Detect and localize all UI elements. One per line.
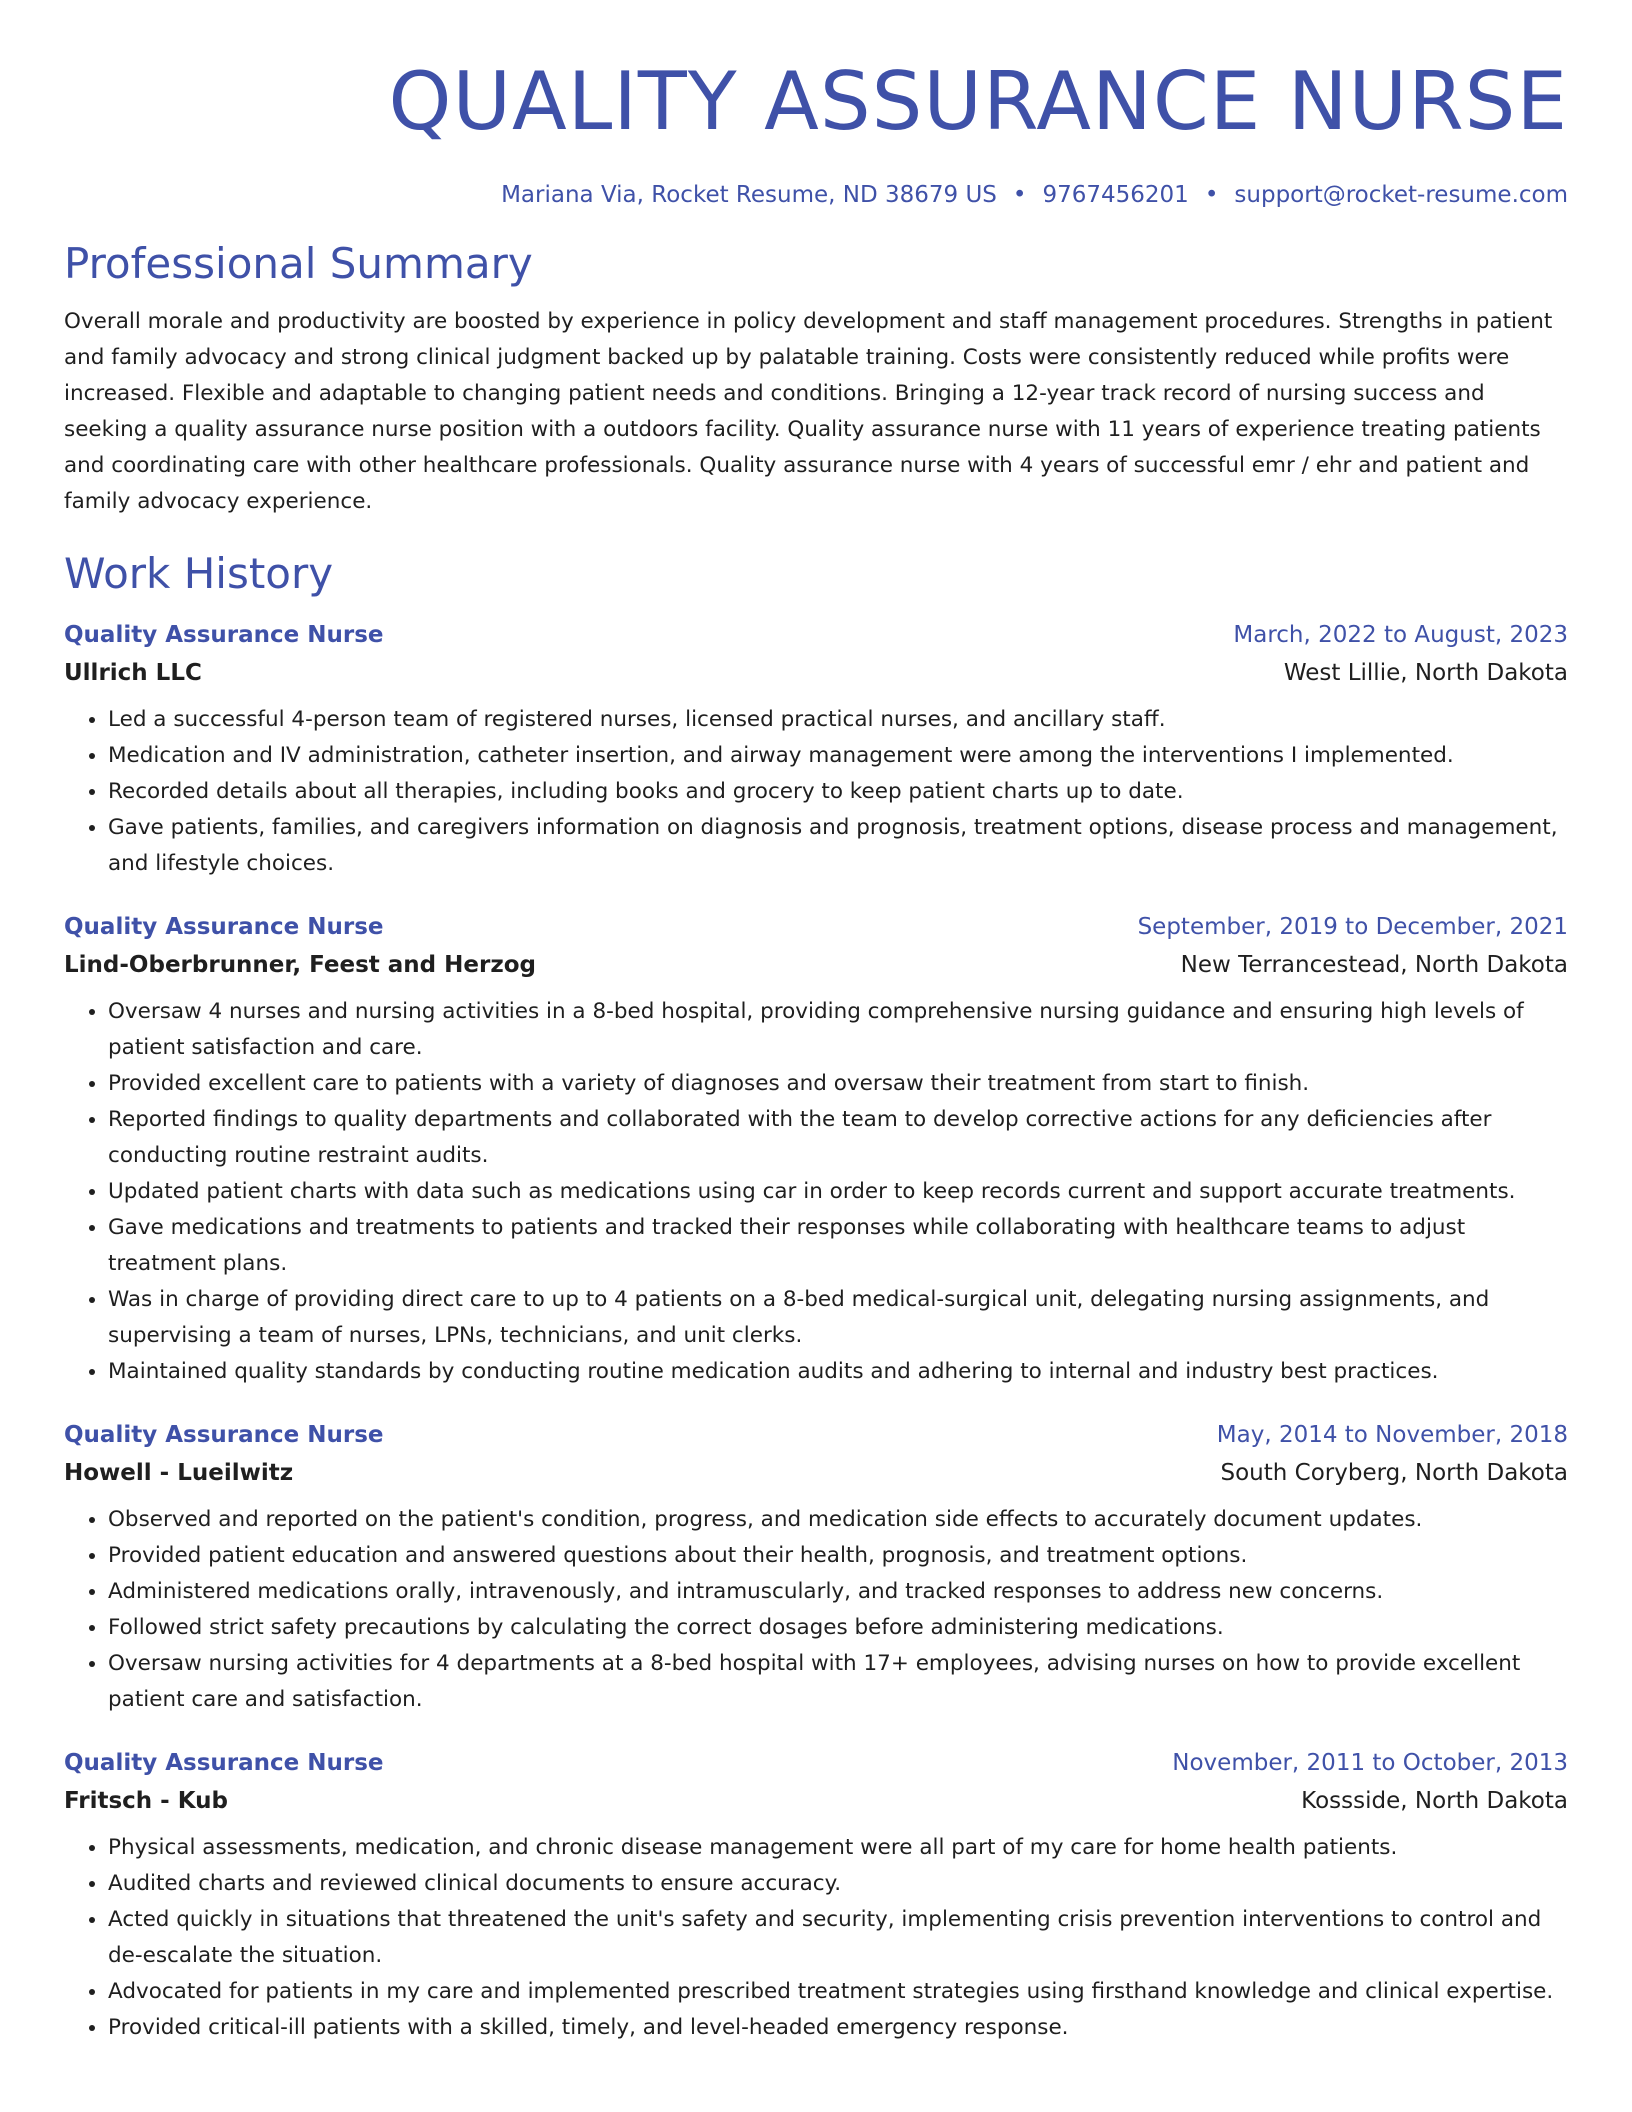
- company-name: Ullrich LLC: [64, 660, 202, 686]
- job-title: Quality Assurance Nurse: [64, 622, 384, 648]
- company-row: [64, 1458, 1568, 1488]
- job-location: New Terrancestead, North Dakota: [1180, 952, 1568, 978]
- job-location: West Lillie, North Dakota: [1283, 660, 1568, 686]
- job-bullet: • Gave medications and treatments to patients and tracked their responses while collaborating with healthcare teams to adjust treatment plans.: [108, 1210, 1568, 1282]
- job-bullet: • Oversaw 4 nurses and nursing activities in a 8-bed hospital, providing comprehensive nursing guidance and ensuring high levels of patient satisfaction and care.: [108, 994, 1568, 1066]
- job-bullet: • Gave patients, families, and caregivers information on diagnosis and prognosis, treatment options, disease process and management, and lifestyle choices.: [108, 810, 1568, 882]
- job-bullet: • Was in charge of providing direct care to up to 4 patients on a 8-bed medical-surgical unit, delegating nursing assignments, and supervising a team of nurses, LPNs, technicians, and unit clerks.: [108, 1282, 1568, 1354]
- job-location: South Coryberg, North Dakota: [1220, 1460, 1568, 1486]
- job-bullet: • Recorded details about all therapies, including books and grocery to keep patient charts up to date.: [108, 774, 1568, 810]
- company-row: [64, 1786, 1568, 1816]
- job-location: Kossside, North Dakota: [1301, 1788, 1568, 1814]
- company-row: [64, 950, 1568, 980]
- candidate-name: QUALITY ASSURANCE NURSE: [388, 55, 1568, 148]
- job-title: Quality Assurance Nurse: [64, 1750, 384, 1776]
- contact-separator: •: [1204, 182, 1219, 208]
- work-history-heading: Work History: [64, 549, 334, 598]
- contact-address: Mariana Via, Rocket Resume, ND 38679 US: [501, 182, 997, 208]
- job-entry: [64, 620, 1568, 882]
- resume-header: [64, 0, 1568, 210]
- job-header-row: [64, 1748, 1568, 1778]
- job-title: Quality Assurance Nurse: [64, 914, 384, 940]
- job-bullet: • Audited charts and reviewed clinical documents to ensure accuracy.: [108, 1866, 1568, 1902]
- job-dates: September, 2019 to December, 2021: [1137, 914, 1568, 940]
- summary-heading: Professional Summary: [64, 239, 533, 288]
- job-header-row: [64, 1420, 1568, 1450]
- job-bullet: • Reported findings to quality departments and collaborated with the team to develop corrective actions for any deficiencies after conducting routine restraint audits.: [108, 1102, 1568, 1174]
- job-bullet: • Advocated for patients in my care and implemented prescribed treatment strategies using firsthand knowledge and clinical expertise.: [108, 1974, 1568, 2010]
- job-bullet: • Oversaw nursing activities for 4 departments at a 8-bed hospital with 17+ employees, advising nurses on how to provide excellent patient care and satisfaction.: [108, 1646, 1568, 1718]
- contact-email[interactable]: support@rocket-resume.com: [1234, 182, 1568, 208]
- contact-separator: •: [1012, 182, 1027, 208]
- job-bullet: • Medication and IV administration, catheter insertion, and airway management were among the interventions I implemented.: [108, 738, 1568, 774]
- job-bullet: • Led a successful 4-person team of registered nurses, licensed practical nurses, and ancillary staff.: [108, 702, 1568, 738]
- job-header-row: [64, 620, 1568, 650]
- job-bullet: • Physical assessments, medication, and chronic disease management were all part of my care for home health patients.: [108, 1830, 1568, 1866]
- job-bullet: • Maintained quality standards by conducting routine medication audits and adhering to internal and industry best practices.: [108, 1354, 1568, 1390]
- job-entry: [64, 912, 1568, 1390]
- company-name: Fritsch - Kub: [64, 1788, 228, 1814]
- job-entry: [64, 1748, 1568, 2046]
- job-bullet: • Followed strict safety precautions by calculating the correct dosages before administering medications.: [108, 1610, 1568, 1646]
- company-name: Lind-Oberbrunner, Feest and Herzog: [64, 952, 536, 978]
- job-dates: November, 2011 to October, 2013: [1172, 1750, 1568, 1776]
- job-bullet: • Administered medications orally, intravenously, and intramuscularly, and tracked responses to address new concerns.: [108, 1574, 1568, 1610]
- job-bullet: • Updated patient charts with data such as medications using car in order to keep records current and support accurate treatments.: [108, 1174, 1568, 1210]
- job-header-row: [64, 912, 1568, 942]
- job-bullet: • Acted quickly in situations that threatened the unit's safety and security, implementing crisis prevention interventions to control and de-escalate the situation.: [108, 1902, 1568, 1974]
- contact-line: [64, 180, 1568, 210]
- summary-text: Overall morale and productivity are boosted by experience in policy development and staff management procedures. Strengths in patient and family advocacy and strong clinical judgment backed up by palatable training. Costs were consistently reduced while profits were increased. Flexible and adaptable to changing patient needs and conditions. Bringing a 12-year track record of nursing success and seeking a quality assurance nurse position with a outdoors facility. Quality assurance nurse with 11 years of experience treating patients and coordinating care with other healthcare professionals. Quality assurance nurse with 4 years of successful emr / ehr and patient and family advocacy experience.: [64, 309, 1553, 514]
- job-entry: [64, 1420, 1568, 1718]
- job-bullets: [64, 702, 1568, 882]
- job-bullet: • Provided patient education and answered questions about their health, prognosis, and treatment options.: [108, 1538, 1568, 1574]
- job-bullets: [64, 1830, 1568, 2046]
- job-bullet: • Provided critical-ill patients with a skilled, timely, and level-headed emergency response.: [108, 2010, 1568, 2046]
- job-bullets: [64, 994, 1568, 1390]
- contact-phone[interactable]: 9767456201: [1042, 182, 1189, 208]
- job-dates: May, 2014 to November, 2018: [1216, 1422, 1568, 1448]
- company-name: Howell - Lueilwitz: [64, 1460, 294, 1486]
- job-dates: March, 2022 to August, 2023: [1233, 622, 1568, 648]
- job-title: Quality Assurance Nurse: [64, 1422, 384, 1448]
- company-row: [64, 658, 1568, 688]
- job-bullets: [64, 1502, 1568, 1718]
- job-bullet: • Observed and reported on the patient's condition, progress, and medication side effects to accurately document updates.: [108, 1502, 1568, 1538]
- job-bullet: • Provided excellent care to patients with a variety of diagnoses and oversaw their treatment from start to finish.: [108, 1066, 1568, 1102]
